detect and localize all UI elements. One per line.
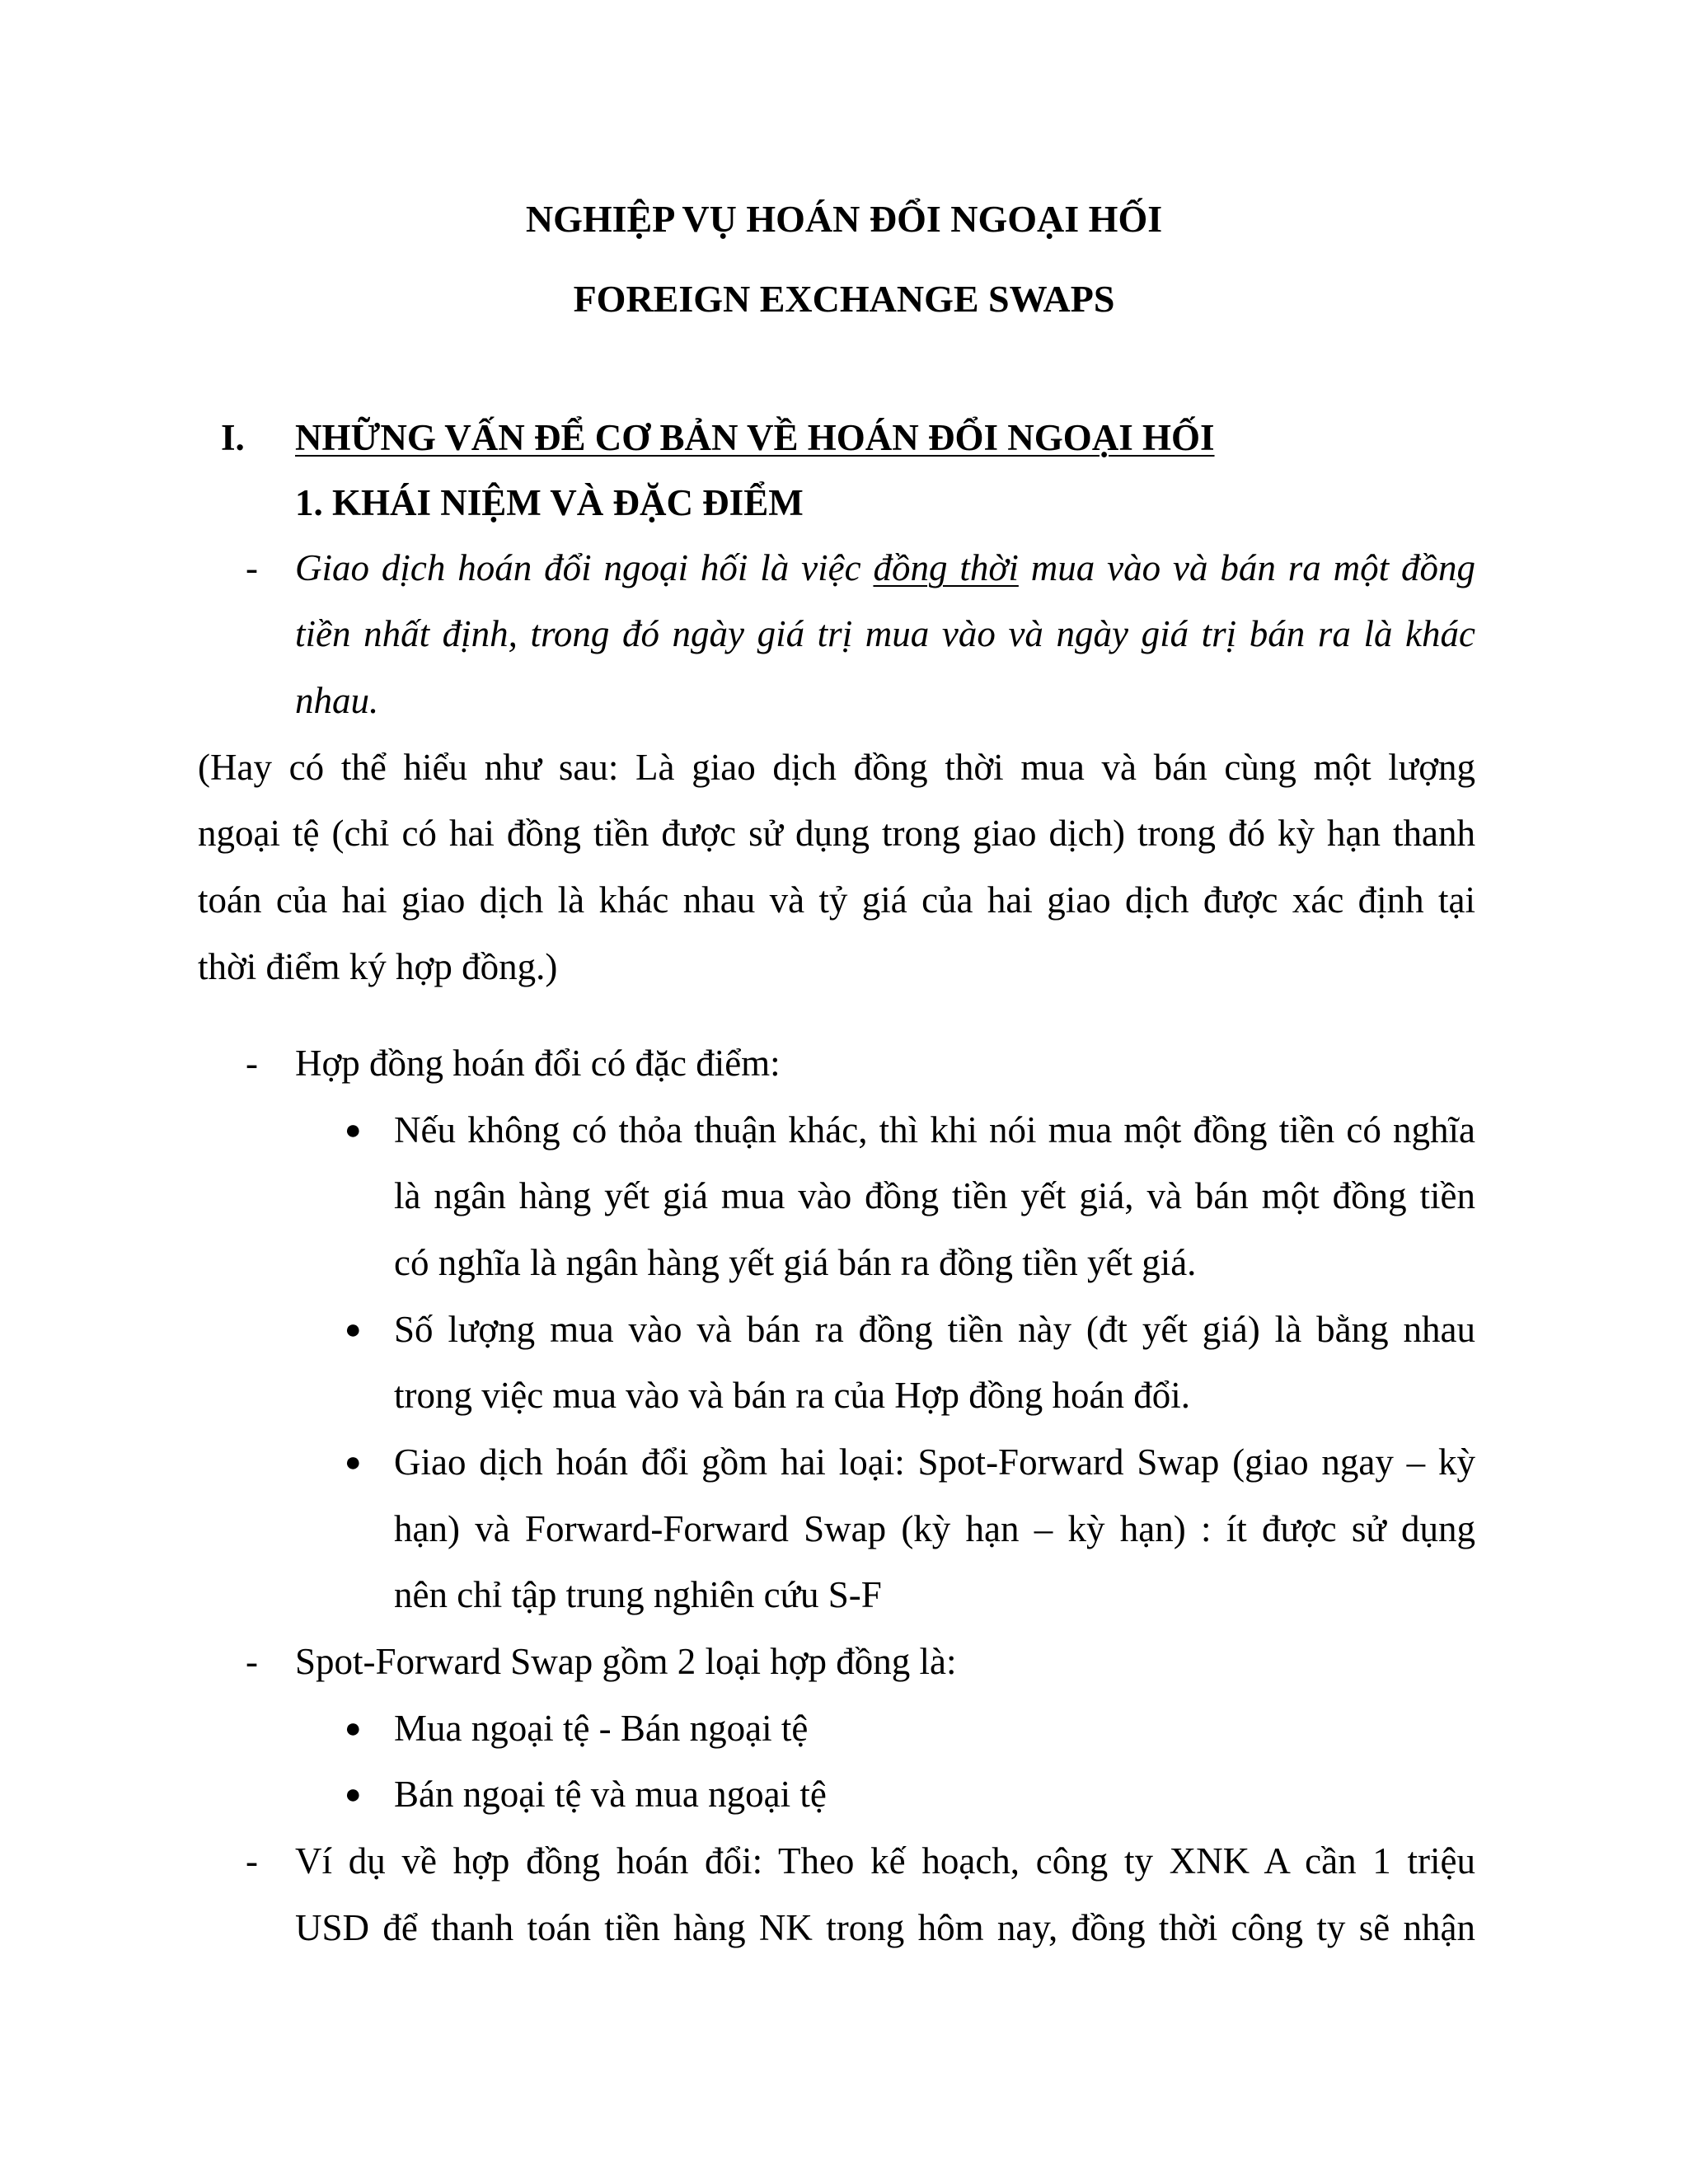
list-dash: - <box>246 1641 258 1682</box>
subsection-heading: 1. KHÁI NIỆM VÀ ĐẶC ĐIỂM <box>295 482 804 523</box>
bullet-dot: ● <box>345 1713 362 1744</box>
page-title: NGHIỆP VỤ HOÁN ĐỔI NGOẠI HỐI <box>525 198 1163 240</box>
explanation-line-4: thời điểm ký hợp đồng.) <box>198 946 558 987</box>
feature-3-line-1: Giao dịch hoán đổi gồm hai loại: Spot-Forward Swap (giao ngay – kỳ <box>394 1441 1475 1483</box>
bullet-dot: ● <box>345 1779 362 1810</box>
definition-text: mua vào và bán ra một đồng <box>1018 547 1475 588</box>
feature-3-line-3: nên chỉ tập trung nghiên cứu S-F <box>394 1574 882 1615</box>
feature-1-line-1: Nếu không có thỏa thuận khác, thì khi nói mua một đồng tiền có nghĩa <box>394 1109 1475 1151</box>
explanation-line-2: ngoại tệ (chỉ có hai đồng tiền được sử dụng trong giao dịch) trong đó kỳ hạn thanh <box>198 813 1475 854</box>
definition-line-2: tiền nhất định, trong đó ngày giá trị mua vào và ngày giá trị bán ra là khác <box>295 613 1475 654</box>
bullet-dot: ● <box>345 1447 362 1478</box>
definition-line-1 <box>295 547 1475 588</box>
list-dash: - <box>246 1043 258 1084</box>
features-intro: Hợp đồng hoán đổi có đặc điểm: <box>295 1043 781 1084</box>
explanation-line-1: (Hay có thể hiểu như sau: Là giao dịch đồng thời mua và bán cùng một lượng <box>198 747 1475 788</box>
feature-2-line-1: Số lượng mua vào và bán ra đồng tiền này (đt yết giá) là bằng nhau <box>394 1309 1475 1350</box>
definition-emphasis: đồng thời <box>873 547 1019 588</box>
list-dash: - <box>246 1840 258 1882</box>
spot-forward-type-2: Bán ngoại tệ và mua ngoại tệ <box>394 1774 827 1815</box>
list-dash: - <box>246 547 258 588</box>
feature-1-line-2: là ngân hàng yết giá mua vào đồng tiền yết giá, và bán một đồng tiền <box>394 1175 1475 1216</box>
spot-forward-type-1: Mua ngoại tệ - Bán ngoại tệ <box>394 1708 809 1749</box>
page-subtitle: FOREIGN EXCHANGE SWAPS <box>573 278 1115 320</box>
example-line-2: USD để thanh toán tiền hàng NK trong hôm nay, đồng thời công ty sẽ nhận <box>295 1907 1475 1948</box>
feature-3-line-2: hạn) và Forward-Forward Swap (kỳ hạn – kỳ hạn) : ít được sử dụng <box>394 1508 1475 1549</box>
example-line-1: Ví dụ về hợp đồng hoán đổi: Theo kế hoạch, công ty XNK A cần 1 triệu <box>295 1840 1475 1882</box>
definition-text: Giao dịch hoán đổi ngoại hối là việc <box>295 547 874 588</box>
spot-forward-intro: Spot-Forward Swap gồm 2 loại hợp đồng là: <box>295 1641 957 1682</box>
bullet-dot: ● <box>345 1315 362 1345</box>
definition-line-3: nhau. <box>295 680 379 721</box>
section-heading: NHỮNG VẤN ĐỂ CƠ BẢN VỀ HOÁN ĐỔI NGOẠI HỐI <box>295 417 1215 458</box>
bullet-dot: ● <box>345 1115 362 1146</box>
feature-2-line-2: trong việc mua vào và bán ra của Hợp đồng hoán đổi. <box>394 1375 1191 1416</box>
section-number: I. <box>221 417 245 458</box>
feature-1-line-3: có nghĩa là ngân hàng yết giá bán ra đồng tiền yết giá. <box>394 1242 1197 1283</box>
explanation-line-3: toán của hai giao dịch là khác nhau và tỷ giá của hai giao dịch được xác định tại <box>198 879 1475 921</box>
